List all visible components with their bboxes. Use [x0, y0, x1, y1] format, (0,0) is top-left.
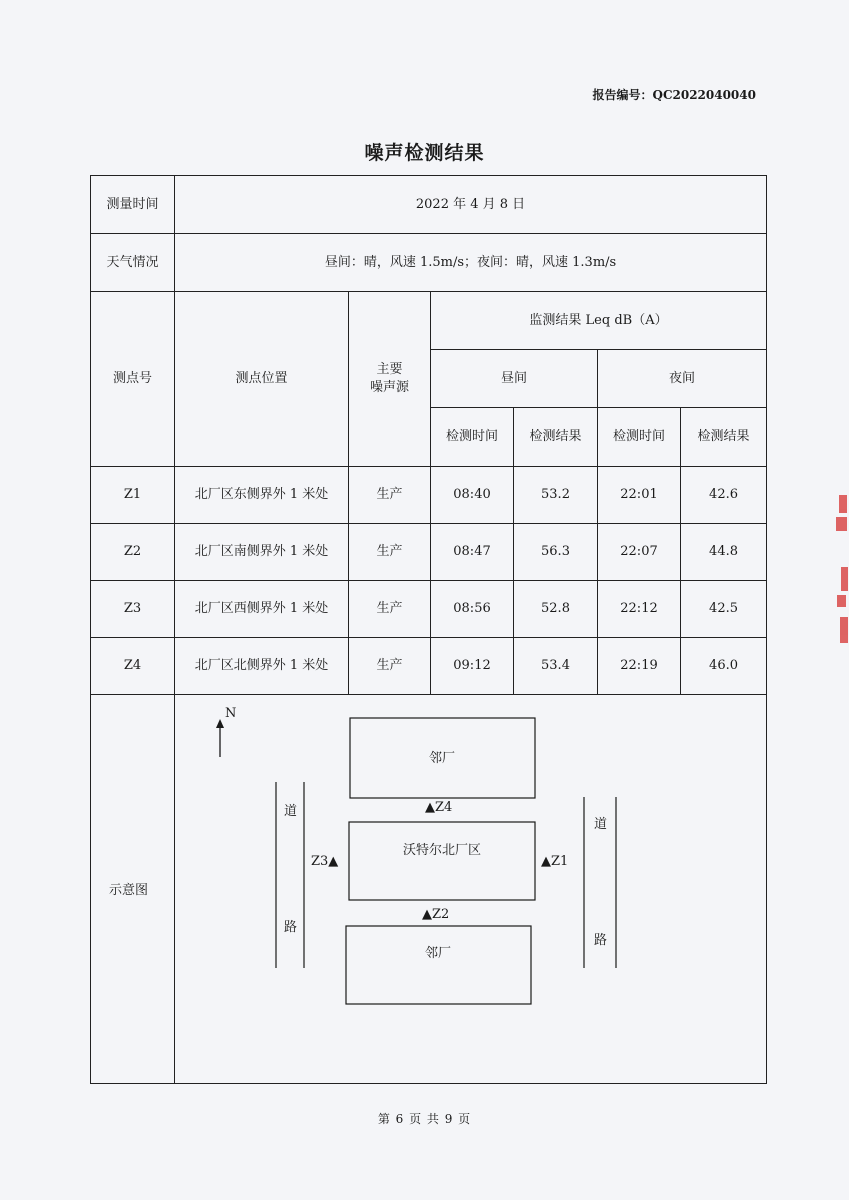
weather-row: [91, 234, 767, 292]
table-row: [91, 467, 767, 524]
marker-z1: ▲Z1: [541, 854, 569, 869]
marker-z4: ▲Z4: [425, 800, 453, 815]
point-cell: Z3: [91, 581, 175, 638]
weather-value: 昼间：晴，风速 1.5m/s；夜间：晴，风速 1.3m/s: [175, 234, 767, 292]
day-time-cell: 08:47: [431, 524, 514, 581]
page-title: 噪声检测结果: [364, 142, 485, 164]
point-cell: Z2: [91, 524, 175, 581]
night-time-cell: 22:01: [598, 467, 681, 524]
night-time-header: 检测时间: [598, 408, 681, 467]
west-road-char-2: 路: [284, 920, 298, 935]
header-row-1: [91, 292, 767, 350]
night-time-cell: 22:07: [598, 524, 681, 581]
source-header: [349, 292, 431, 467]
night-time-cell: 22:19: [598, 638, 681, 695]
measure-time-label: 测量时间: [91, 176, 175, 234]
diagram-label: 示意图: [91, 695, 175, 1084]
night-time-cell: 22:12: [598, 581, 681, 638]
north-arrow-head-icon: [216, 719, 224, 728]
night-result-cell: 46.0: [681, 638, 767, 695]
table-row: [91, 524, 767, 581]
source-cell: 生产: [349, 581, 431, 638]
top-neighbor-label: 邻厂: [428, 751, 456, 766]
result-group-header: 监测结果 Leq dB（A）: [431, 292, 767, 350]
measure-time-value: 2022 年 4 月 8 日: [175, 176, 767, 234]
night-result-cell: 42.5: [681, 581, 767, 638]
site-diagram-svg: [175, 697, 765, 1081]
day-result-cell: 56.3: [514, 524, 598, 581]
day-result-cell: 53.2: [514, 467, 598, 524]
red-seal-stamp-icon: [835, 495, 849, 645]
main-plant-label: 沃特尔北厂区: [402, 843, 482, 858]
day-header: 昼间: [431, 350, 598, 408]
measure-time-row: [91, 176, 767, 234]
point-cell: Z1: [91, 467, 175, 524]
west-road-char-1: 道: [284, 804, 298, 819]
day-time-header: 检测时间: [431, 408, 514, 467]
day-result-cell: 53.4: [514, 638, 598, 695]
location-cell: 北厂区东侧界外 1 米处: [175, 467, 349, 524]
day-result-header: 检测结果: [514, 408, 598, 467]
bottom-neighbor-label: 邻厂: [424, 946, 452, 961]
point-cell: Z4: [91, 638, 175, 695]
day-time-cell: 08:56: [431, 581, 514, 638]
east-road-char-2: 路: [594, 933, 608, 948]
weather-label: 天气情况: [91, 234, 175, 292]
table-row: [91, 638, 767, 695]
location-cell: 北厂区西侧界外 1 米处: [175, 581, 349, 638]
day-result-cell: 52.8: [514, 581, 598, 638]
day-time-cell: 09:12: [431, 638, 514, 695]
table-row: [91, 581, 767, 638]
night-header: 夜间: [598, 350, 767, 408]
page-footer: 第 6 页 共 9 页: [377, 1112, 472, 1126]
source-header-text: 主要 噪声源: [369, 362, 409, 395]
main-plant-box: [349, 822, 535, 900]
source-cell: 生产: [349, 524, 431, 581]
north-label: N: [225, 706, 237, 721]
location-cell: 北厂区北侧界外 1 米处: [175, 638, 349, 695]
diagram-row: [91, 695, 767, 1084]
night-result-header: 检测结果: [681, 408, 767, 467]
night-result-cell: 42.6: [681, 467, 767, 524]
report-number: 报告编号：QC2022040040: [592, 88, 756, 102]
marker-z3: Z3▲: [311, 854, 339, 869]
marker-z2: ▲Z2: [422, 907, 450, 922]
location-header: 测点位置: [175, 292, 349, 467]
bottom-neighbor-box: [346, 926, 531, 1004]
site-diagram: [175, 695, 767, 1084]
east-road-char-1: 道: [594, 817, 608, 832]
noise-result-table: [90, 175, 767, 1084]
point-no-header: 测点号: [91, 292, 175, 467]
source-cell: 生产: [349, 467, 431, 524]
location-cell: 北厂区南侧界外 1 米处: [175, 524, 349, 581]
day-time-cell: 08:40: [431, 467, 514, 524]
source-cell: 生产: [349, 638, 431, 695]
night-result-cell: 44.8: [681, 524, 767, 581]
